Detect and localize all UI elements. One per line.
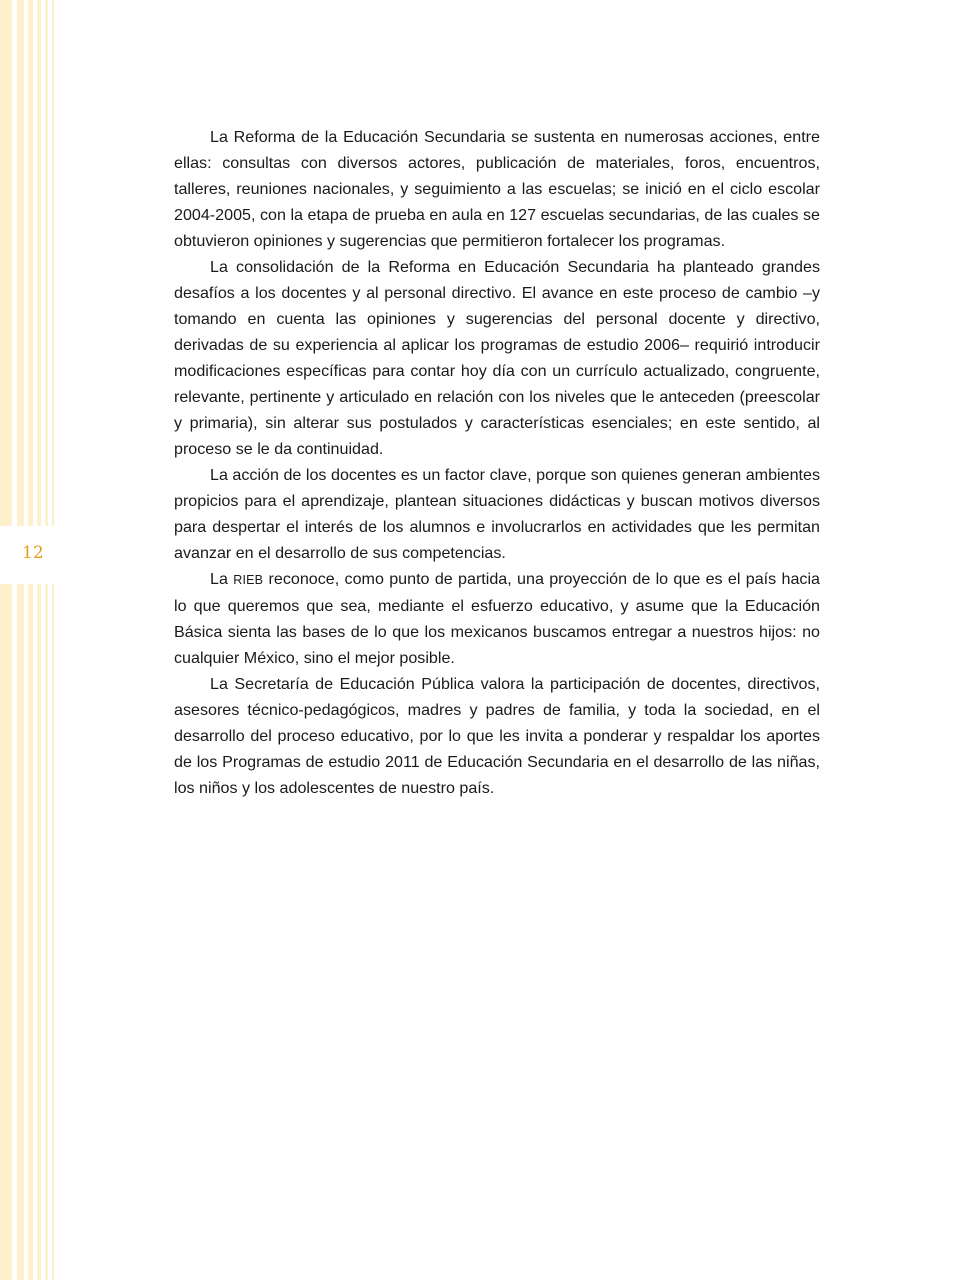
paragraph-rest: reconoce, como punto de partida, una proyección de lo que es el país hacia lo que queremos que sea, mediante el esfuerzo educativo, y asume que la Educación Básica sienta las bases de lo que los mexicanos buscamos entregar a nuestros hijos: no cualquier México, sino el mejor posible. [174,570,820,667]
paragraph: La consolidación de la Reforma en Educación Secundaria ha planteado grandes desafíos a los docentes y al personal directivo. El avance en este proceso de cambio –y tomando en cuenta las opiniones y sugerencias del personal docente y directivo, derivadas de su experiencia al aplicar los programas de estudio 2006– requirió introducir modificaciones específicas para contar hoy día con un currículo actualizado, congruente, relevante, pertinente y articulado en relación con los niveles que le anteceden (preescolar y primaria), sin alterar sus postulados y características esenciales; en este sentido, al proceso se le da continuidad. [174,258,820,458]
body-text [174,124,820,801]
page-number: 12 [22,543,44,563]
margin-stripe [17,0,24,1280]
margin-stripe [28,0,33,1280]
paragraph: La Reforma de la Educación Secundaria se sustenta en numerosas acciones, entre ellas: consultas con diversos actores, publicación de materiales, foros, encuentros, talleres, reuniones nacionales, y seguimiento a las escuelas; se inició en el ciclo escolar 2004-2005, con la etapa de prueba en aula en 127 escuelas secundarias, de las cuales se obtuvieron opiniones y sugerencias que permitieron fortalecer los programas. [174,128,820,250]
margin-stripe [0,0,12,1280]
paragraph-start: La [210,570,234,588]
paragraph: La acción de los docentes es un factor clave, porque son quienes generan ambientes propicios para el aprendizaje, plantean situaciones didácticas y buscan motivos diversos para despertar el interés de los alumnos e involucrarlos en actividades que les permitan avanzar en el desarrollo de sus competencias. [174,466,820,562]
paragraph: La Secretaría de Educación Pública valora la participación de docentes, directivos, asesores técnico-pedagógicos, madres y padres de familia, y toda la sociedad, en el desarrollo del proceso educativo, por lo que les invita a ponderar y respaldar los aportes de los Programas de estudio 2011 de Educación Secundaria en el desarrollo de las niñas, los niños y los adolescentes de nuestro país. [174,675,820,797]
margin-stripe [52,0,54,1280]
paragraph [174,566,820,671]
margin-stripe [37,0,41,1280]
margin-stripe [45,0,48,1280]
rieb-abbreviation: RIEB [233,573,264,587]
